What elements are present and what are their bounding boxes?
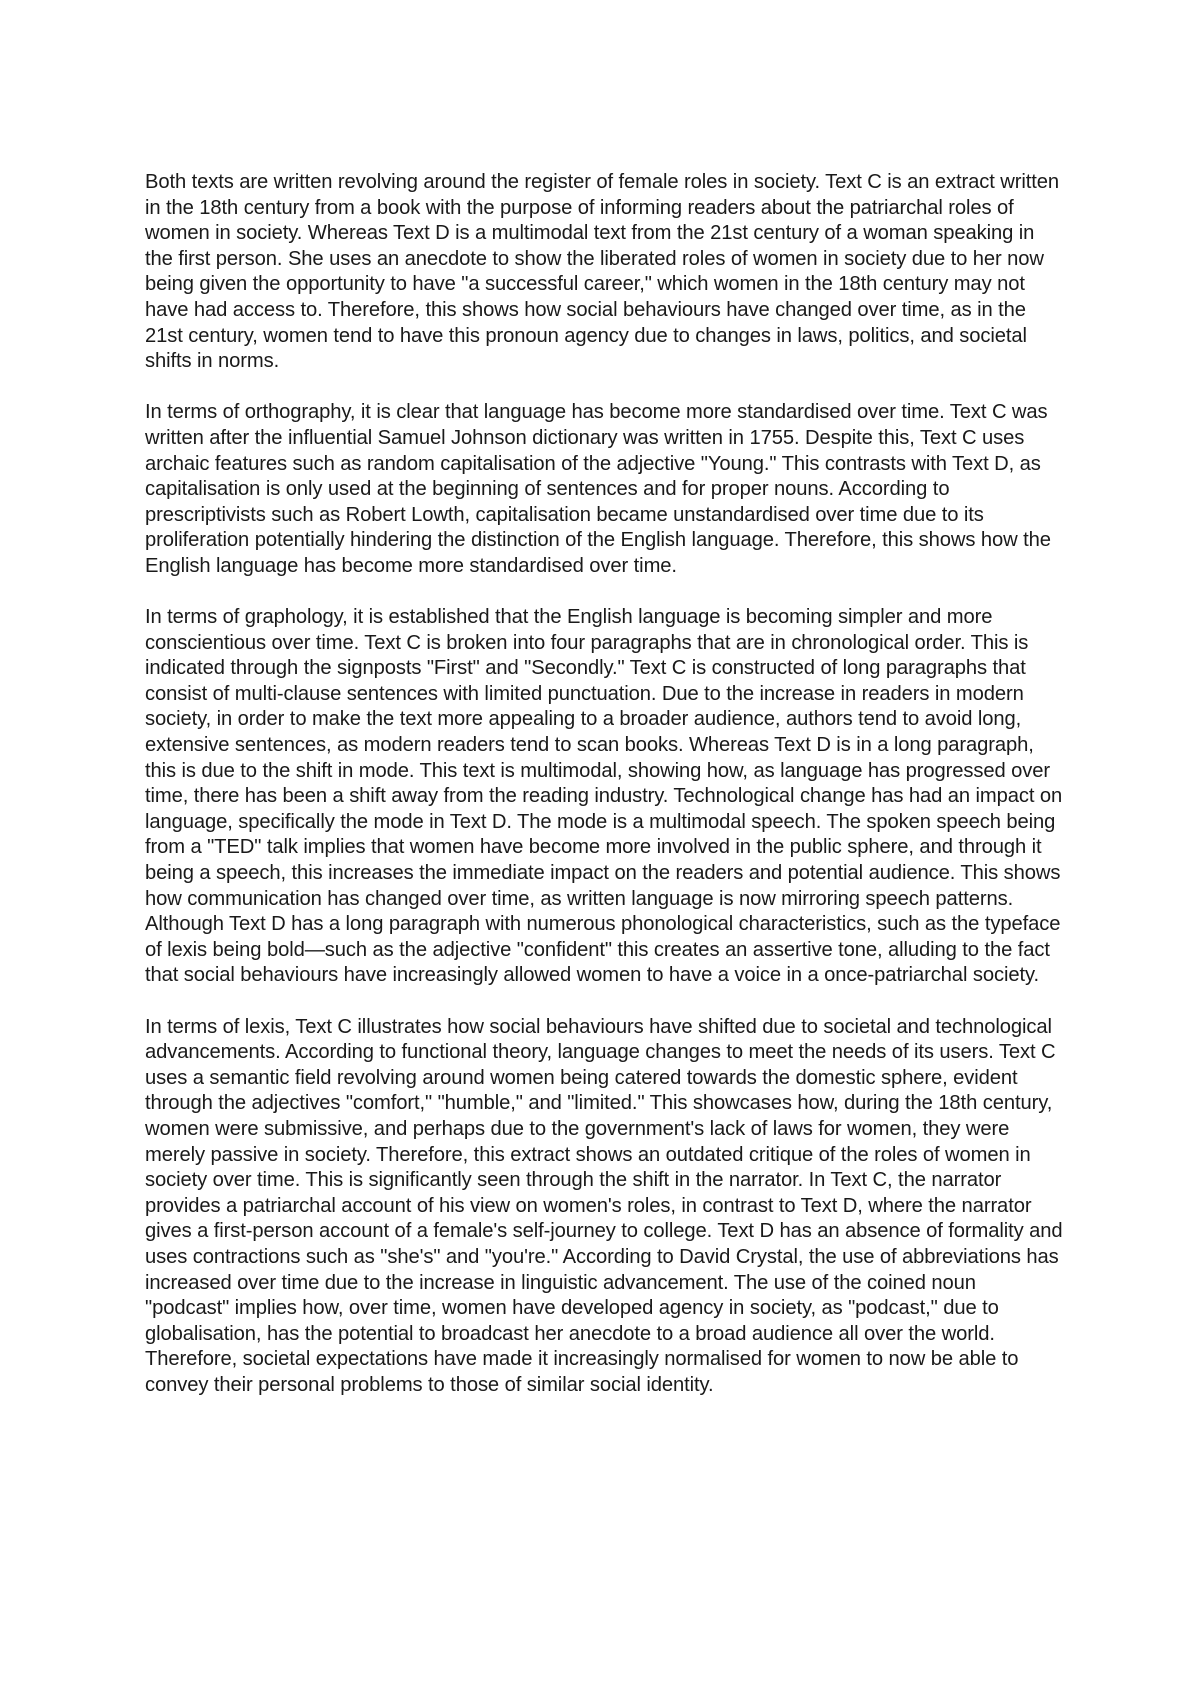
paragraph-lexis: In terms of lexis, Text C illustrates how social behaviours have shifted due to societal and technological advancements. According to functional theory, language changes to meet the needs of its users. Text C uses a semantic field revolving around women being catered towards the domestic sphere, evident through the adjectives "comfort," "humble," and "limited." This showcases how, during the 18th century, women were submissive, and perhaps due to the government's lack of laws for women, they were merely passive in society. Therefore, this extract shows an outdated critique of the roles of women in society over time. This is significantly seen through the shift in the narrator. In Text C, the narrator provides a patriarchal account of his view on women's roles, in contrast to Text D, where the narrator gives a first-person account of a female's self-journey to college. Text D has an absence of formality and uses contractions such as "she's" and "you're." According to David Crystal, the use of abbreviations has increased over time due to the increase in linguistic advancement. The use of the coined noun "podcast" implies how, over time, women have developed agency in society, as "podcast," due to globalisation, has the potential to broadcast her anecdote to a broad audience all over the world. Therefore, societal expectations have made it increasingly normalised for women to now be able to convey their personal problems to those of similar social identity. (145, 1015, 1063, 1396)
paragraph-graphology: In terms of graphology, it is established that the English language is becoming simpler and more conscientious over time. Text C is broken into four paragraphs that are in chronological order. This is indicated through the signposts "First" and "Secondly." Text C is constructed of long paragraphs that consist of multi-clause sentences with limited punctuation. Due to the increase in readers in modern society, in order to make the text more appealing to a broader audience, authors tend to avoid long, extensive sentences, as modern readers tend to scan books. Whereas Text D is in a long paragraph, this is due to the shift in mode. This text is multimodal, showing how, as language has progressed over time, there has been a shift away from the reading industry. Technological change has had an impact on language, specifically the mode in Text D. The mode is a multimodal speech. The spoken speech being from a "TED" talk implies that women have become more involved in the public sphere, and through it being a speech, this increases the immediate impact on the readers and potential audience. This shows how communication has changed over time, as written language is now mirroring speech patterns. Although Text D has a long paragraph with numerous phonological characteristics, such as the typeface of lexis being bold—such as the adjective "confident" this creates an assertive tone, alluding to the fact that social behaviours have increasingly allowed women to have a voice in a once-patriarchal society. (145, 606, 1063, 987)
document-body (145, 170, 1065, 1399)
paragraph-register: Both texts are written revolving around the register of female roles in society. Text C is an extract written in the 18th century from a book with the purpose of informing readers about the patriarchal roles of women in society. Whereas Text D is a multimodal text from the 21st century of a woman speaking in the first person. She uses an anecdote to show the liberated roles of women in society due to her now being given the opportunity to have "a successful career," which women in the 18th century may not have had access to. Therefore, this shows how social behaviours have changed over time, as in the 21st century, women tend to have this pronoun agency due to changes in laws, politics, and societal shifts in norms. (145, 171, 1060, 373)
paragraph-orthography: In terms of orthography, it is clear that language has become more standardised over time. Text C was written after the influential Samuel Johnson dictionary was written in 1755. Despite this, Text C uses archaic features such as random capitalisation of the adjective "Young." This contrasts with Text D, as capitalisation is only used at the beginning of sentences and for proper nouns. According to prescriptivists such as Robert Lowth, capitalisation became unstandardised over time due to its proliferation potentially hindering the distinction of the English language. Therefore, this shows how the English language has become more standardised over time. (145, 401, 1051, 577)
